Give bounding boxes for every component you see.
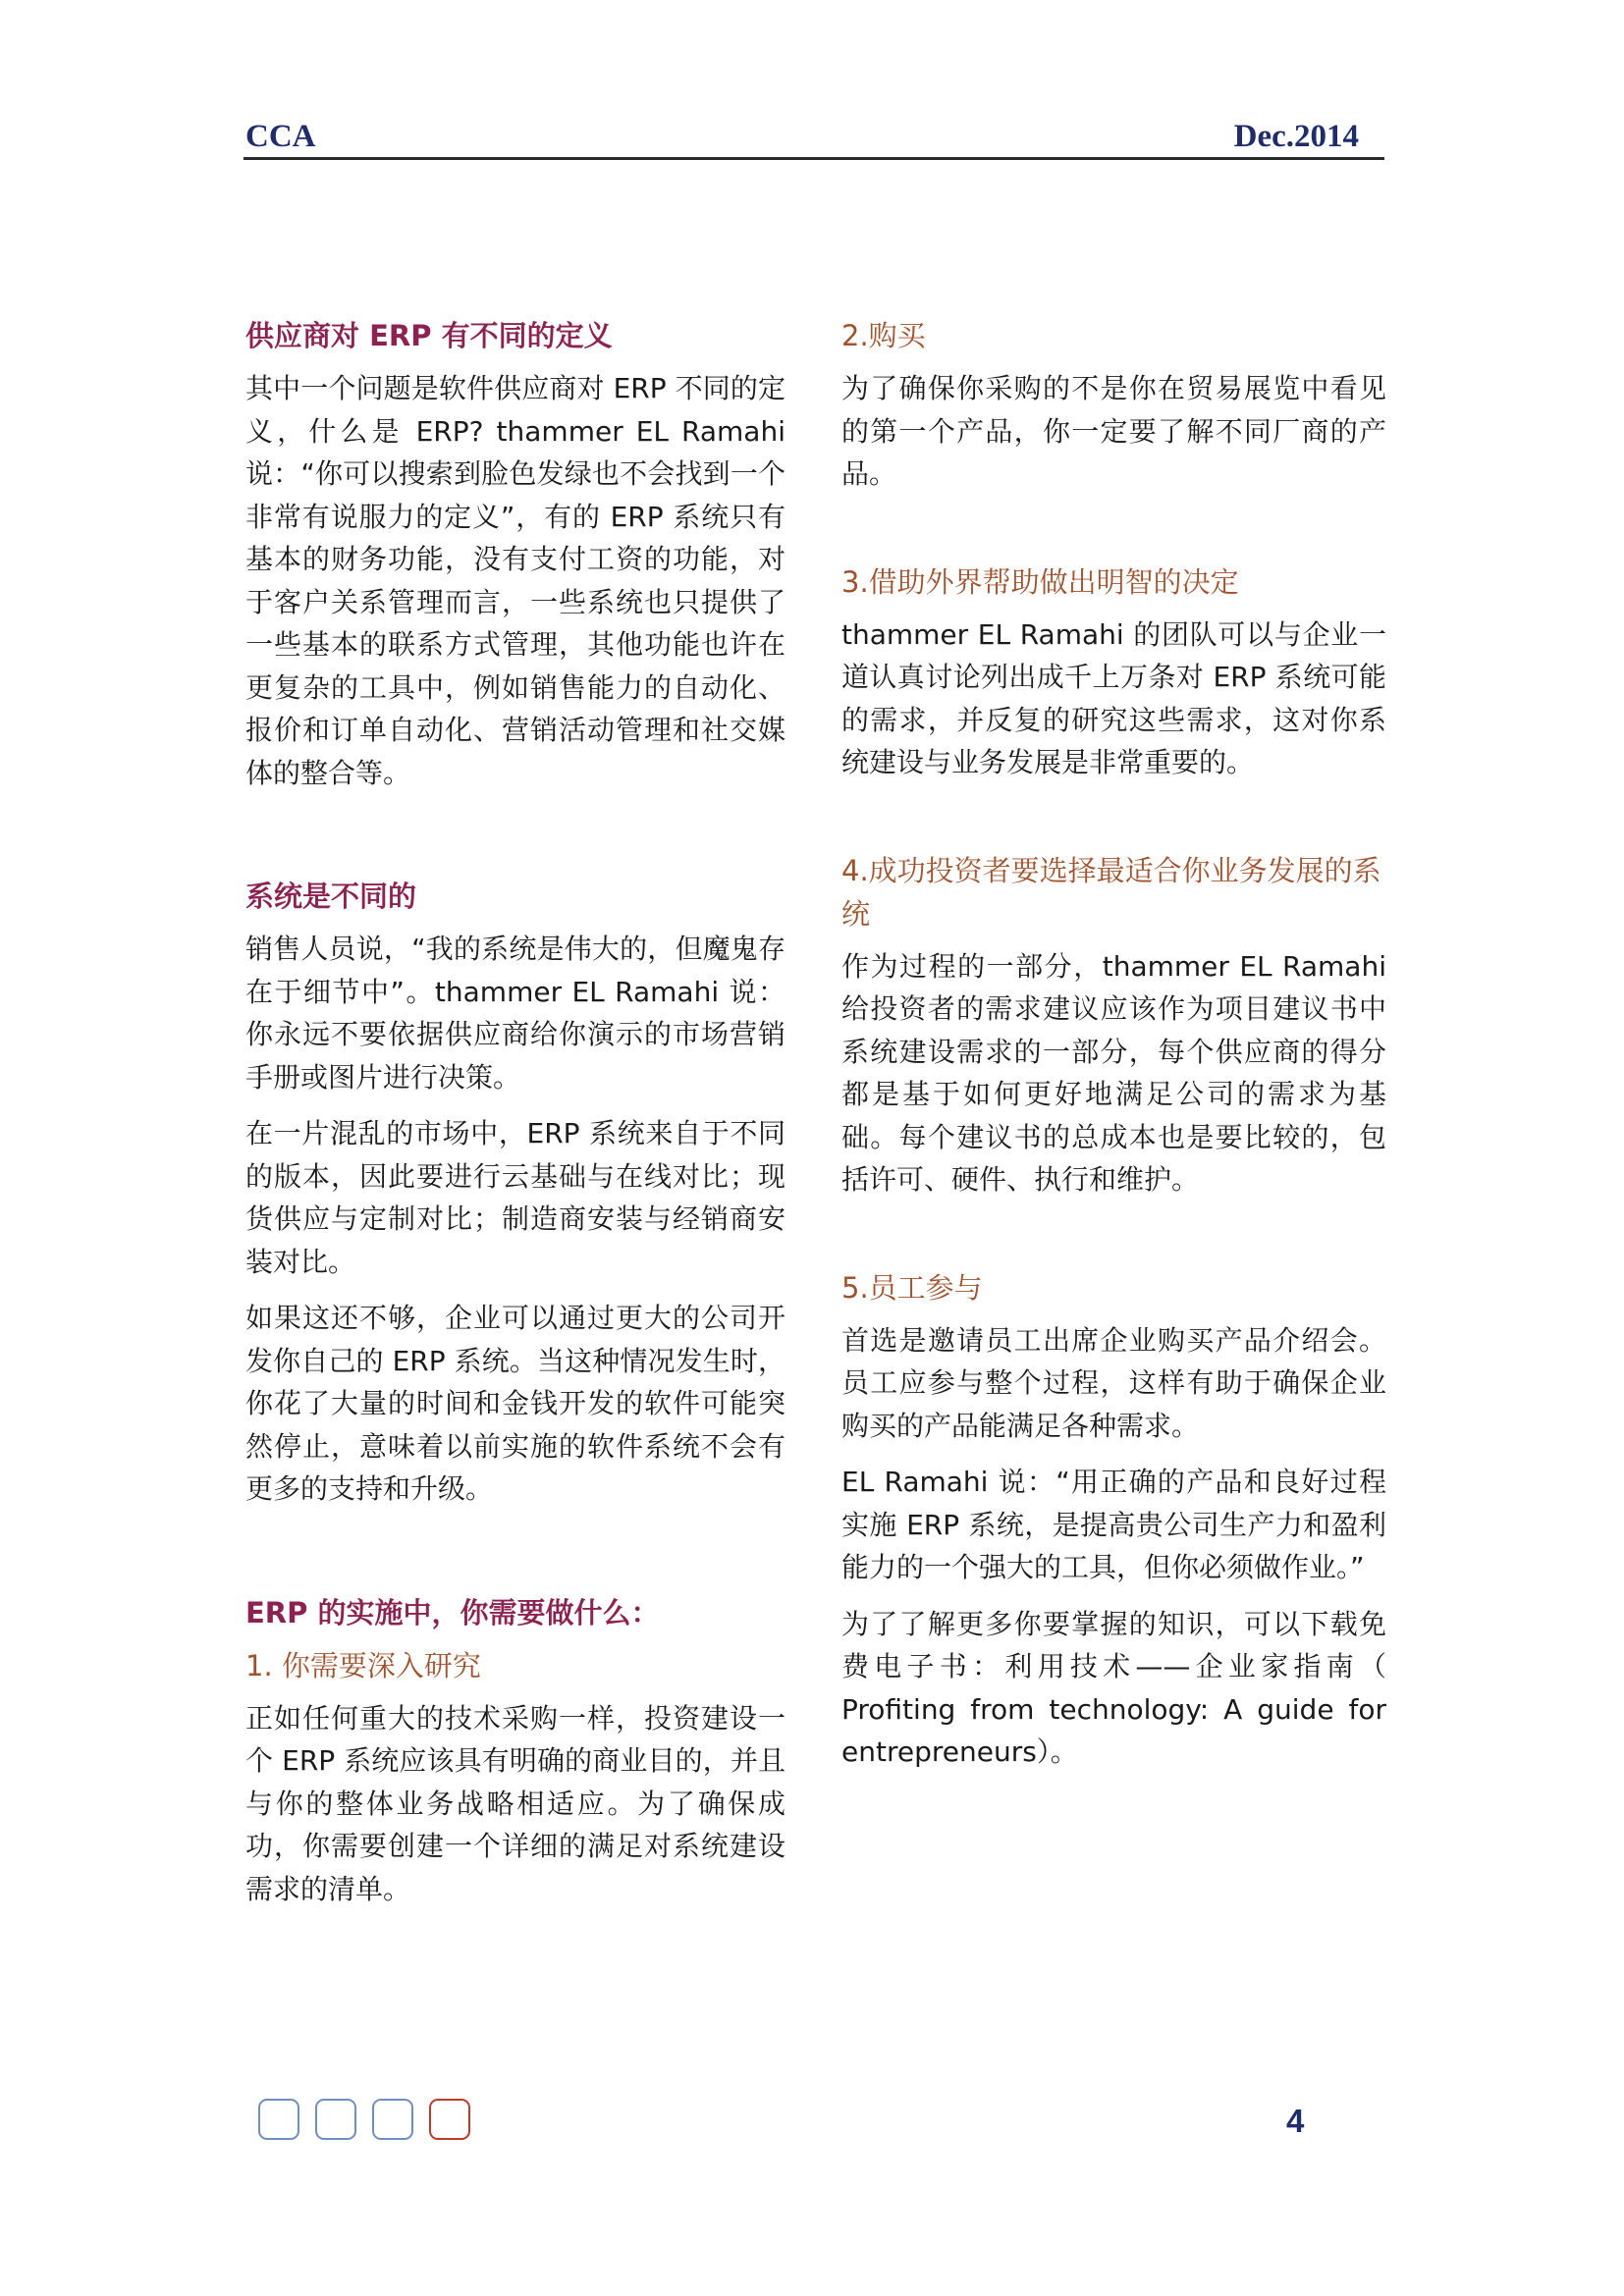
header-publication: CCA [245, 119, 316, 154]
paragraph: 销售人员说，“我的系统是伟大的，但魔鬼存在于细节中”。thammer EL Ramahi 说：你永远不要依据供应商给你演示的市场营销手册或图片进行决策。 [245, 933, 785, 1094]
subsection-heading: 5.员工参与 [841, 1270, 983, 1305]
paragraph: 首选是邀请员工出席企业购买产品介绍会。员工应参与整个过程，这样有助于确保企业购买的产品能满足各种需求。 [841, 1323, 1386, 1442]
header-date: Dec.2014 [1233, 119, 1359, 154]
paragraph: 为了确保你采购的不是你在贸易展览中看见的第一个产品，你一定要了解不同厂商的产品。 [841, 372, 1386, 490]
square-icon [258, 2099, 299, 2140]
subsection-heading: 4.成功投资者要选择最适合你业务发展的系统 [841, 853, 1381, 931]
paragraph: 在一片混乱的市场中，ERP 系统来自于不同的版本，因此要进行云基础与在线对比；现货供应与定制对比；制造商安装与经销商安装对比。 [245, 1117, 785, 1278]
subsection-heading: 1. 你需要深入研究 [245, 1648, 481, 1682]
page-number: 4 [1286, 2103, 1305, 2139]
subsection-heading: 3.借助外界帮助做出明智的决定 [841, 564, 1239, 599]
right-column [841, 314, 1386, 1788]
square-icon [372, 2099, 413, 2140]
paragraph: 为了了解更多你要掌握的知识，可以下载免费电子书：利用技术——企业家指南（ Profiting from technology: A guide for entrepreneurs）。 [841, 1607, 1386, 1768]
paragraph: 如果这还不够，企业可以通过更大的公司开发你自己的 ERP 系统。当这种情况发生时，你花了大量的时间和金钱开发的软件可能突然停止，意味着以前实施的软件系统不会有更多的支持和升级。 [245, 1302, 785, 1505]
square-icon [315, 2099, 356, 2140]
section-heading: 供应商对 ERP 有不同的定义 [245, 319, 613, 352]
paragraph: EL Ramahi 说：“用正确的产品和良好过程实施 ERP 系统，是提高贵公司生产力和盈利能力的一个强大的工具，但你必须做作业。” [841, 1466, 1386, 1583]
section-heading: 系统是不同的 [245, 880, 417, 913]
paragraph: 其中一个问题是软件供应商对 ERP 不同的定义，什么是 ERP? thammer EL Ramahi 说：“你可以搜索到脸色发绿也不会找到一个非常有说服力的定义”，有的 ERP 系统只有基本的财务功能，没有支付工资的功能，对于客户关系管理而言，一些系统也只提供了一些基本的联系方式管理，其他功能也许在更复杂的工具中，例如销售能力的自动化、报价和订单自动化、营销活动管理和社交媒体的整合等。 [245, 372, 785, 789]
paragraph: thammer EL Ramahi 的团队可以与企业一道认真讨论列出成千上万条对 ERP 系统可能的需求，并反复的研究这些需求，这对你系统建设与业务发展是非常重要的。 [841, 617, 1386, 778]
section-heading: ERP 的实施中，你需要做什么： [245, 1595, 660, 1629]
page-header [244, 116, 1384, 160]
subsection-heading: 2.购买 [841, 319, 926, 352]
left-column [245, 314, 785, 1924]
paragraph: 正如任何重大的技术采购一样，投资建设一个 ERP 系统应该具有明确的商业目的，并且与你的整体业务战略相适应。为了确保成功，你需要创建一个详细的满足对系统建设需求的清单。 [245, 1701, 785, 1905]
footer-decoration [258, 2099, 470, 2140]
paragraph: 作为过程的一部分，thammer EL Ramahi 给投资者的需求建议应该作为项目建议书中系统建设需求的一部分，每个供应商的得分都是基于如何更好地满足公司的需求为基础。每个建议书的总成本也是要比较的，包括许可、硬件、执行和维护。 [841, 949, 1386, 1196]
square-icon [429, 2099, 470, 2140]
